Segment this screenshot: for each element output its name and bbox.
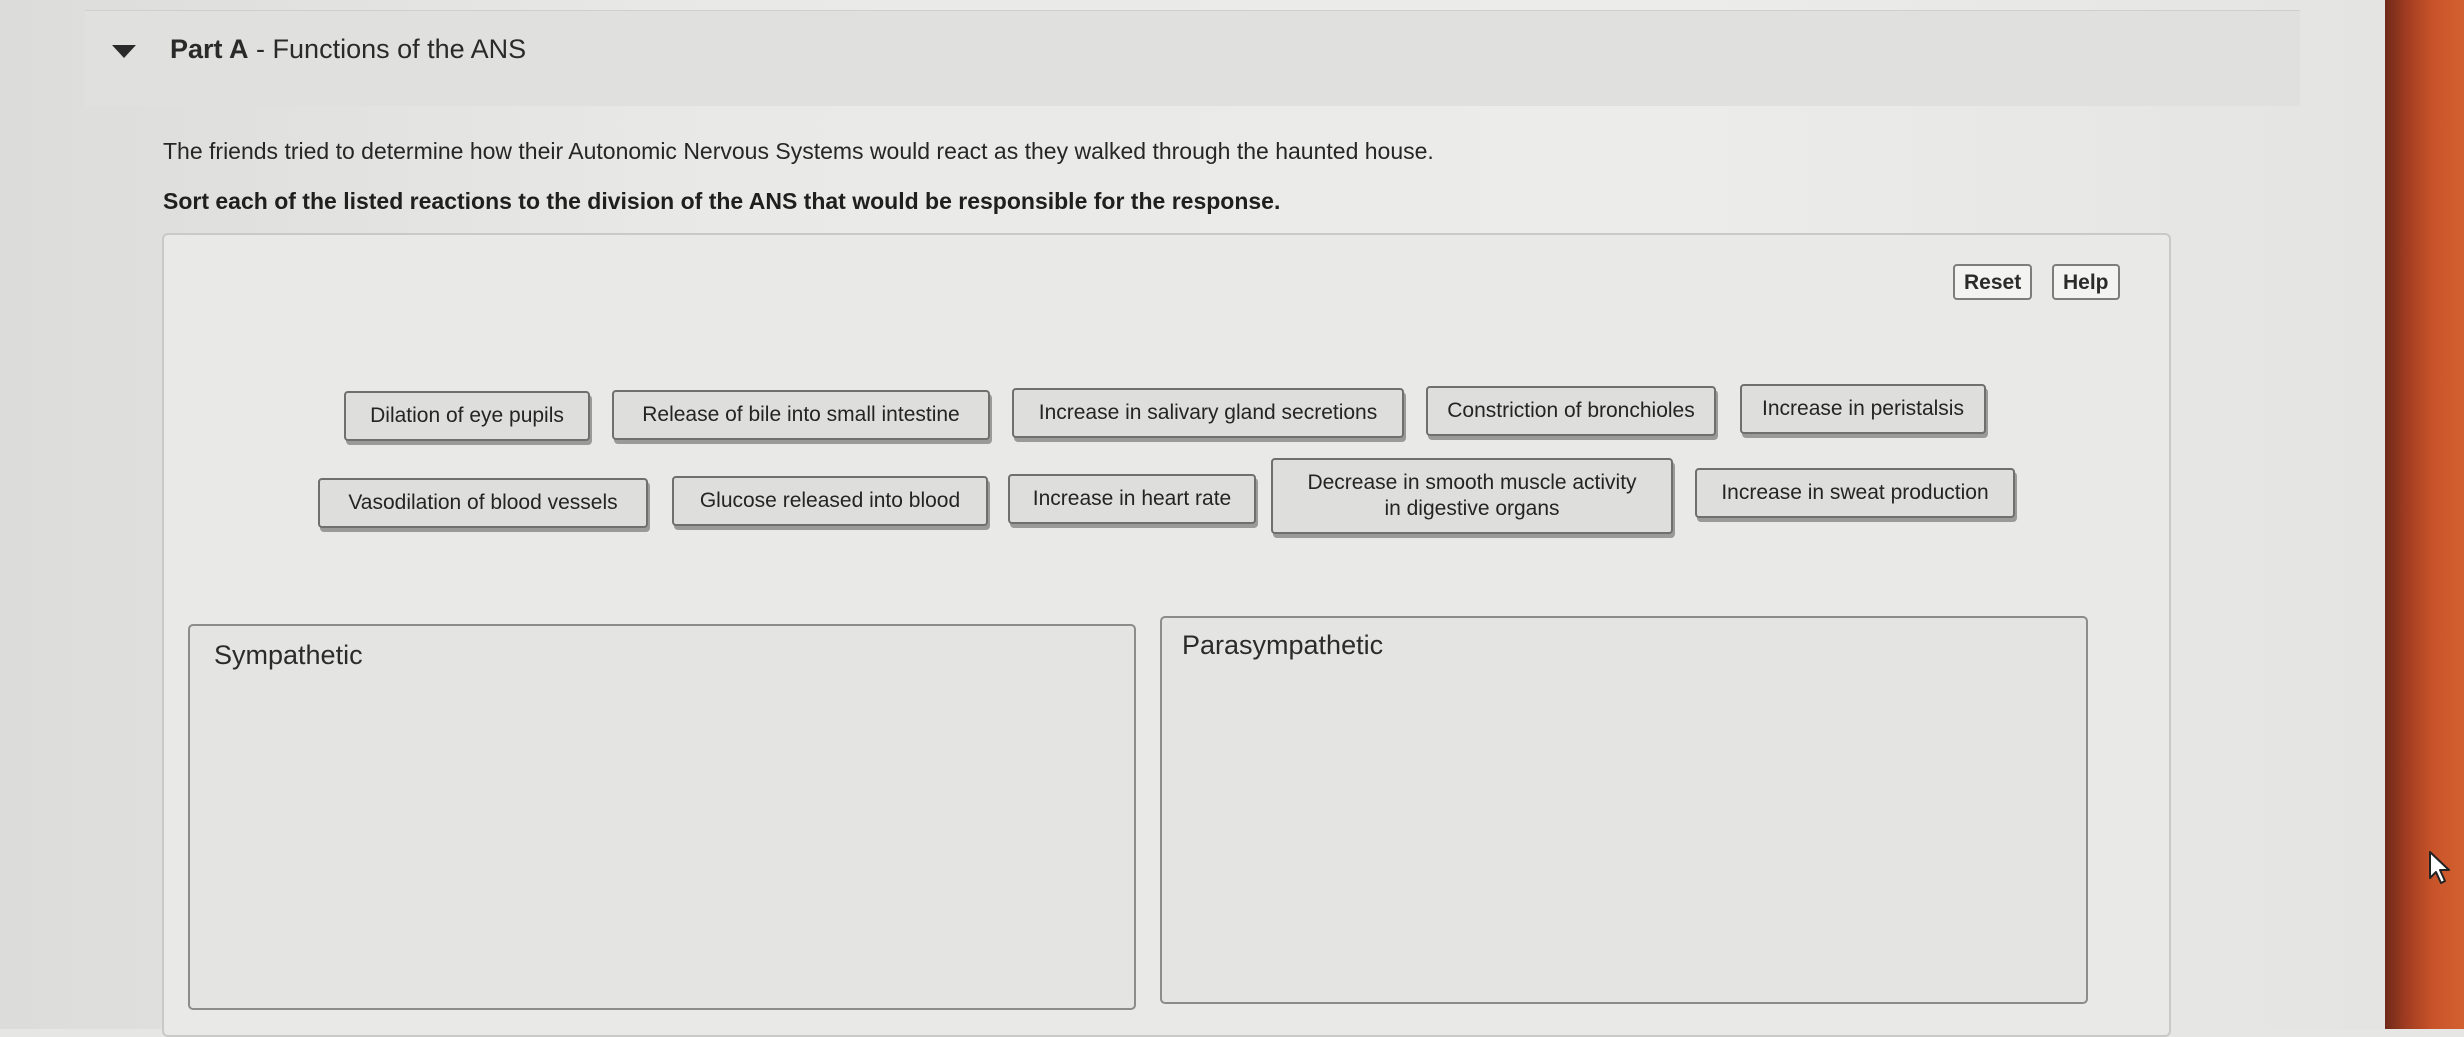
sympathetic-drop-zone[interactable] [188, 624, 1136, 1010]
chip-line-1: Decrease in smooth muscle activity [1307, 471, 1637, 494]
draggable-item-decrease-in-smooth-muscle-activity[interactable] [1271, 458, 1673, 534]
instruction-text: Sort each of the listed reactions to the division of the ANS that would be responsible for the response. [163, 188, 1281, 214]
part-label: Part A [170, 34, 249, 64]
help-button[interactable]: Help [2052, 264, 2120, 300]
parasympathetic-drop-zone[interactable] [1160, 616, 2088, 1004]
draggable-item-dilation-of-eye-pupils[interactable]: Dilation of eye pupils [344, 391, 590, 441]
reset-button[interactable]: Reset [1953, 264, 2032, 300]
draggable-item-vasodilation-of-blood-vessels[interactable]: Vasodilation of blood vessels [318, 478, 648, 528]
draggable-item-increase-in-sweat-production[interactable]: Increase in sweat production [1695, 468, 2015, 518]
draggable-item-release-of-bile[interactable]: Release of bile into small intestine [612, 390, 990, 440]
part-title[interactable] [170, 34, 526, 65]
draggable-item-constriction-of-bronchioles[interactable]: Constriction of bronchioles [1426, 386, 1716, 436]
parasympathetic-label: Parasympathetic [1182, 630, 1384, 660]
draggable-item-glucose-released-into-blood[interactable]: Glucose released into blood [672, 476, 988, 526]
mouse-cursor-icon [2426, 850, 2454, 886]
sympathetic-label: Sympathetic [214, 640, 363, 670]
draggable-item-increase-in-peristalsis[interactable]: Increase in peristalsis [1740, 384, 1986, 434]
draggable-item-salivary-gland-secretions[interactable]: Increase in salivary gland secretions [1012, 388, 1404, 438]
intro-text: The friends tried to determine how their Autonomic Nervous Systems would react as they walked through the haunted house. [163, 138, 1434, 164]
part-subtitle: - Functions of the ANS [256, 34, 527, 64]
chip-line-2: in digestive organs [1384, 497, 1560, 520]
collapse-caret-icon[interactable] [112, 45, 136, 58]
draggable-item-increase-in-heart-rate[interactable]: Increase in heart rate [1008, 474, 1256, 524]
